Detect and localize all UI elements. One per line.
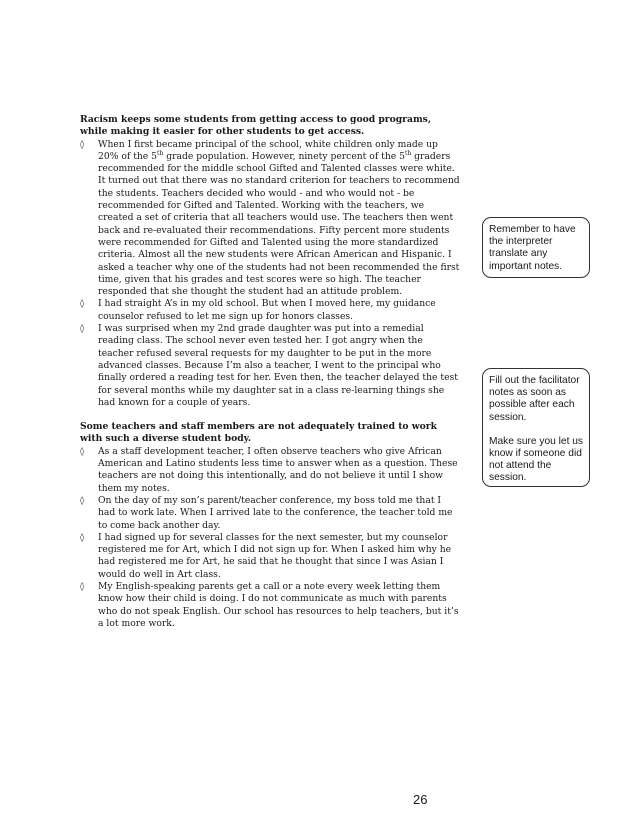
diamond-bullet-icon: ◊ — [80, 446, 85, 457]
sidebar-note-interpreter — [482, 217, 590, 278]
diamond-bullet-icon: ◊ — [80, 324, 85, 335]
diamond-bullet-icon: ◊ — [80, 581, 85, 592]
list-item: ◊ My English-speaking parents get a call or a note every week letting them know how their child is doing. I do not communicate as much with parents who do not speak English. Our school has resources to help teachers, but it’s a lot more work. — [80, 580, 459, 629]
list-item: ◊ As a staff development teacher, I often observe teachers who give African American and Latino students less time to answer when as a question. These teachers are not doing this intentionally, and do not believe it until I show them my notes. — [80, 445, 458, 494]
note-text: Make sure you let us know if someone did not attend the session. — [489, 435, 583, 484]
section-heading-training: Some teachers and staff members are not adequately trained to work with such a diverse student body. — [80, 421, 438, 445]
list-item: ◊ I had signed up for several classes for the next semester, but my counselor registered me for Art, which I did not sign up for. When I asked him why he had registered me for Art, he said that he thought that since I was Asian I would do well in Art class. — [80, 531, 452, 580]
note-text: Remember to have the interpreter translate any important notes. — [489, 224, 576, 272]
note-text: Fill out the facilitator notes as soon as possible after each session. — [489, 375, 580, 423]
page-number: 26 — [413, 792, 428, 807]
list-item: ◊ On the day of my son’s parent/teacher conference, my boss told me that I had to work late. When I arrived late to the conference, the teacher told me to come back another day. — [80, 494, 453, 531]
main-text — [80, 114, 460, 630]
diamond-bullet-icon: ◊ — [80, 532, 85, 543]
list-item: ◊ When I first became principal of the school, white children only made up 20% of the 5th grade population. However, ninety percent of the 5th graders recommended for the middle school Gifted and Talented classes were white. It turned out that there was no standard criterion for teachers to recommend the students. Teachers decided who would - and who would not - be recommended for Gifted and Talented. Working with the teachers, we created a set of criteria that all teachers would use. The teachers then went back and re-evaluated their recommendations. Fifty percent more students were recommended for Gifted and Talented using the more standardized criteria. Almost all the new students were African American and Hispanic. I asked a teacher why one of the students had not been recommended the first time, given that his grades and test scores were so high. The teacher responded that she thought the student had an attitude problem. — [80, 138, 460, 298]
section-heading-racism: Racism keeps some students from getting access to good programs, while making it easier for other students to get access. — [80, 114, 432, 138]
list-item: ◊ I was surprised when my 2nd grade daughter was put into a remedial reading class. The school never even tested her. I got angry when the teacher refused several requests for my daughter to be put in the more advanced classes. Because I’m also a teacher, I went to the principal who finally ordered a reading test for her. Even then, the teacher delayed the test for several months while my daughter sat in a class re-learning things she had known for a couple of years. — [80, 323, 458, 408]
diamond-bullet-icon: ◊ — [80, 495, 85, 506]
sidebar-note-facilitator — [482, 368, 590, 487]
diamond-bullet-icon: ◊ — [80, 139, 85, 150]
diamond-bullet-icon: ◊ — [80, 299, 85, 310]
list-item: ◊ I had straight A’s in my old school. But when I moved here, my guidance counselor refused to let me sign up for honors classes. — [80, 298, 436, 322]
